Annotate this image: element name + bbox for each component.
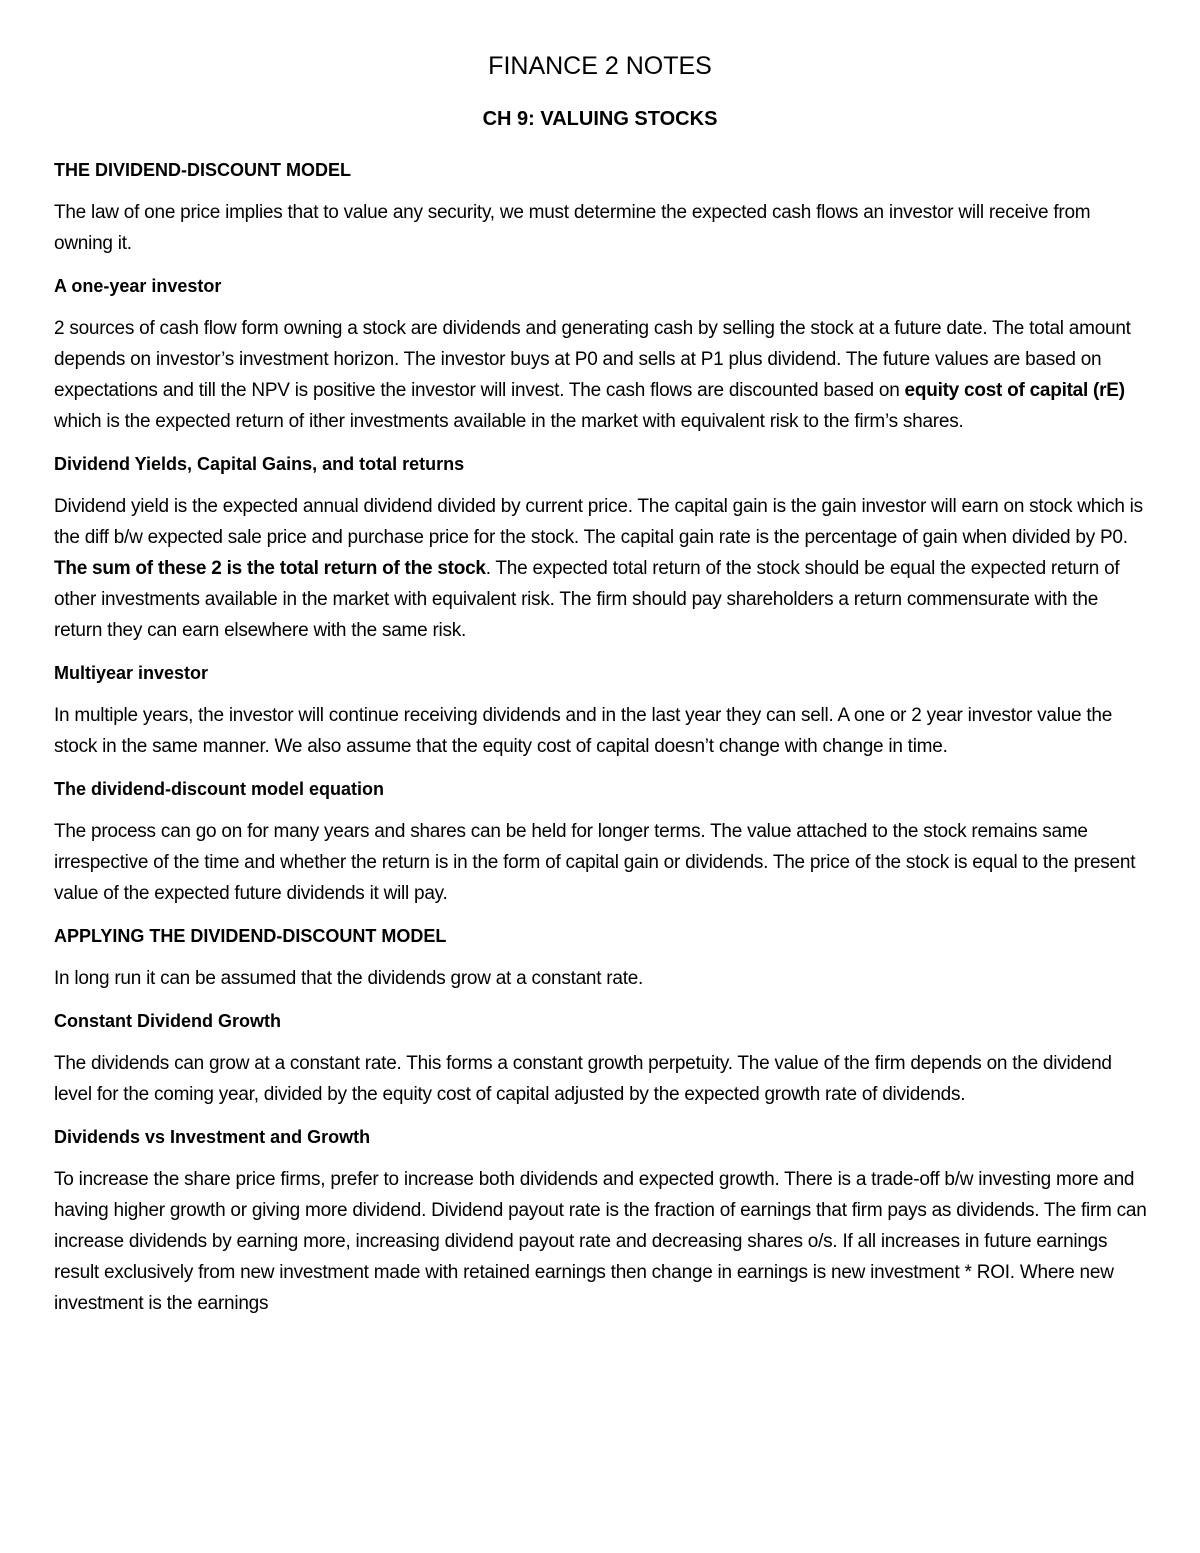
paragraph-dividend-yields	[54, 491, 1150, 646]
section-heading-multiyear-investor: Multiyear investor	[54, 663, 209, 683]
section-heading-constant-growth: Constant Dividend Growth	[54, 1011, 281, 1031]
section-heading-dividends-vs-investment: Dividends vs Investment and Growth	[54, 1127, 371, 1147]
paragraph-applying-ddm: In long run it can be assumed that the dividends grow at a constant rate.	[54, 968, 644, 989]
bold-term-equity-cost: equity cost of capital (rE)	[904, 380, 1125, 401]
paragraph-text: . The expected total return of the stock should be equal the expected return of other investments available in the market with equivalent risk. The firm should pay shareholders a return commensurate with the return they can earn elsewhere with the same risk.	[54, 558, 1120, 641]
paragraph-multiyear-investor: In multiple years, the investor will continue receiving dividends and in the last year they can sell. A one or 2 year investor value the stock in the same manner. We also assume that the equity cost of capital doesn’t change with change in time.	[54, 705, 1113, 757]
document-body	[54, 158, 1150, 1334]
paragraph-text: 2 sources of cash flow form owning a stock are dividends and generating cash by selling the stock at a future date. The total amount depends on investor’s investment horizon. The investor buys at P0 and sells at P1 plus dividend. The future values are based on expectations and till the NPV is positive the investor will invest. The cash flows are discounted based on	[54, 318, 1131, 401]
section-heading-one-year-investor: A one-year investor	[54, 276, 222, 296]
section-heading-ddm-equation: The dividend-discount model equation	[54, 779, 385, 799]
section-heading-dividend-discount-model: THE DIVIDEND-DISCOUNT MODEL	[54, 160, 351, 180]
paragraph-text: Dividend yield is the expected annual dividend divided by current price. The capital gain is the gain investor will earn on stock which is the diff b/w expected sale price and purchase price for the stock. The capital gain rate is the percentage of gain when divided by P0.	[54, 496, 1143, 548]
paragraph-text: which is the expected return of ither investments available in the market with equivalent risk to the firm’s shares.	[54, 411, 964, 432]
document-title: FINANCE 2 NOTES	[488, 52, 712, 80]
paragraph-dividends-vs-investment: To increase the share price firms, prefer to increase both dividends and expected growth. There is a trade-off b/w investing more and having higher growth or giving more dividend. Dividend payout rate is the fraction of earnings that firm pays as dividends. The firm can increase dividends by earning more, increasing dividend payout rate and decreasing shares o/s. If all increases in future earnings result exclusively from new investment made with retained earnings then change in earnings is new investment * ROI. Where new investment is the earnings	[54, 1169, 1147, 1314]
bold-term-total-return: The sum of these 2 is the total return of the stock	[54, 558, 486, 579]
paragraph-law-of-one-price: The law of one price implies that to value any security, we must determine the expected cash flows an investor will receive from owning it.	[54, 202, 1091, 254]
section-heading-dividend-yields: Dividend Yields, Capital Gains, and total returns	[54, 454, 465, 474]
section-heading-applying-ddm: APPLYING THE DIVIDEND-DISCOUNT MODEL	[54, 926, 447, 946]
paragraph-ddm-equation: The process can go on for many years and shares can be held for longer terms. The value attached to the stock remains same irrespective of the time and whether the return is in the form of capital gain or dividends. The price of the stock is equal to the present value of the expected future dividends it will pay.	[54, 821, 1136, 904]
paragraph-constant-growth: The dividends can grow at a constant rate. This forms a constant growth perpetuity. The value of the firm depends on the dividend level for the coming year, divided by the equity cost of capital adjusted by the expected growth rate of dividends.	[54, 1053, 1112, 1105]
paragraph-one-year-investor	[54, 313, 1150, 437]
chapter-title: CH 9: VALUING STOCKS	[482, 108, 718, 130]
